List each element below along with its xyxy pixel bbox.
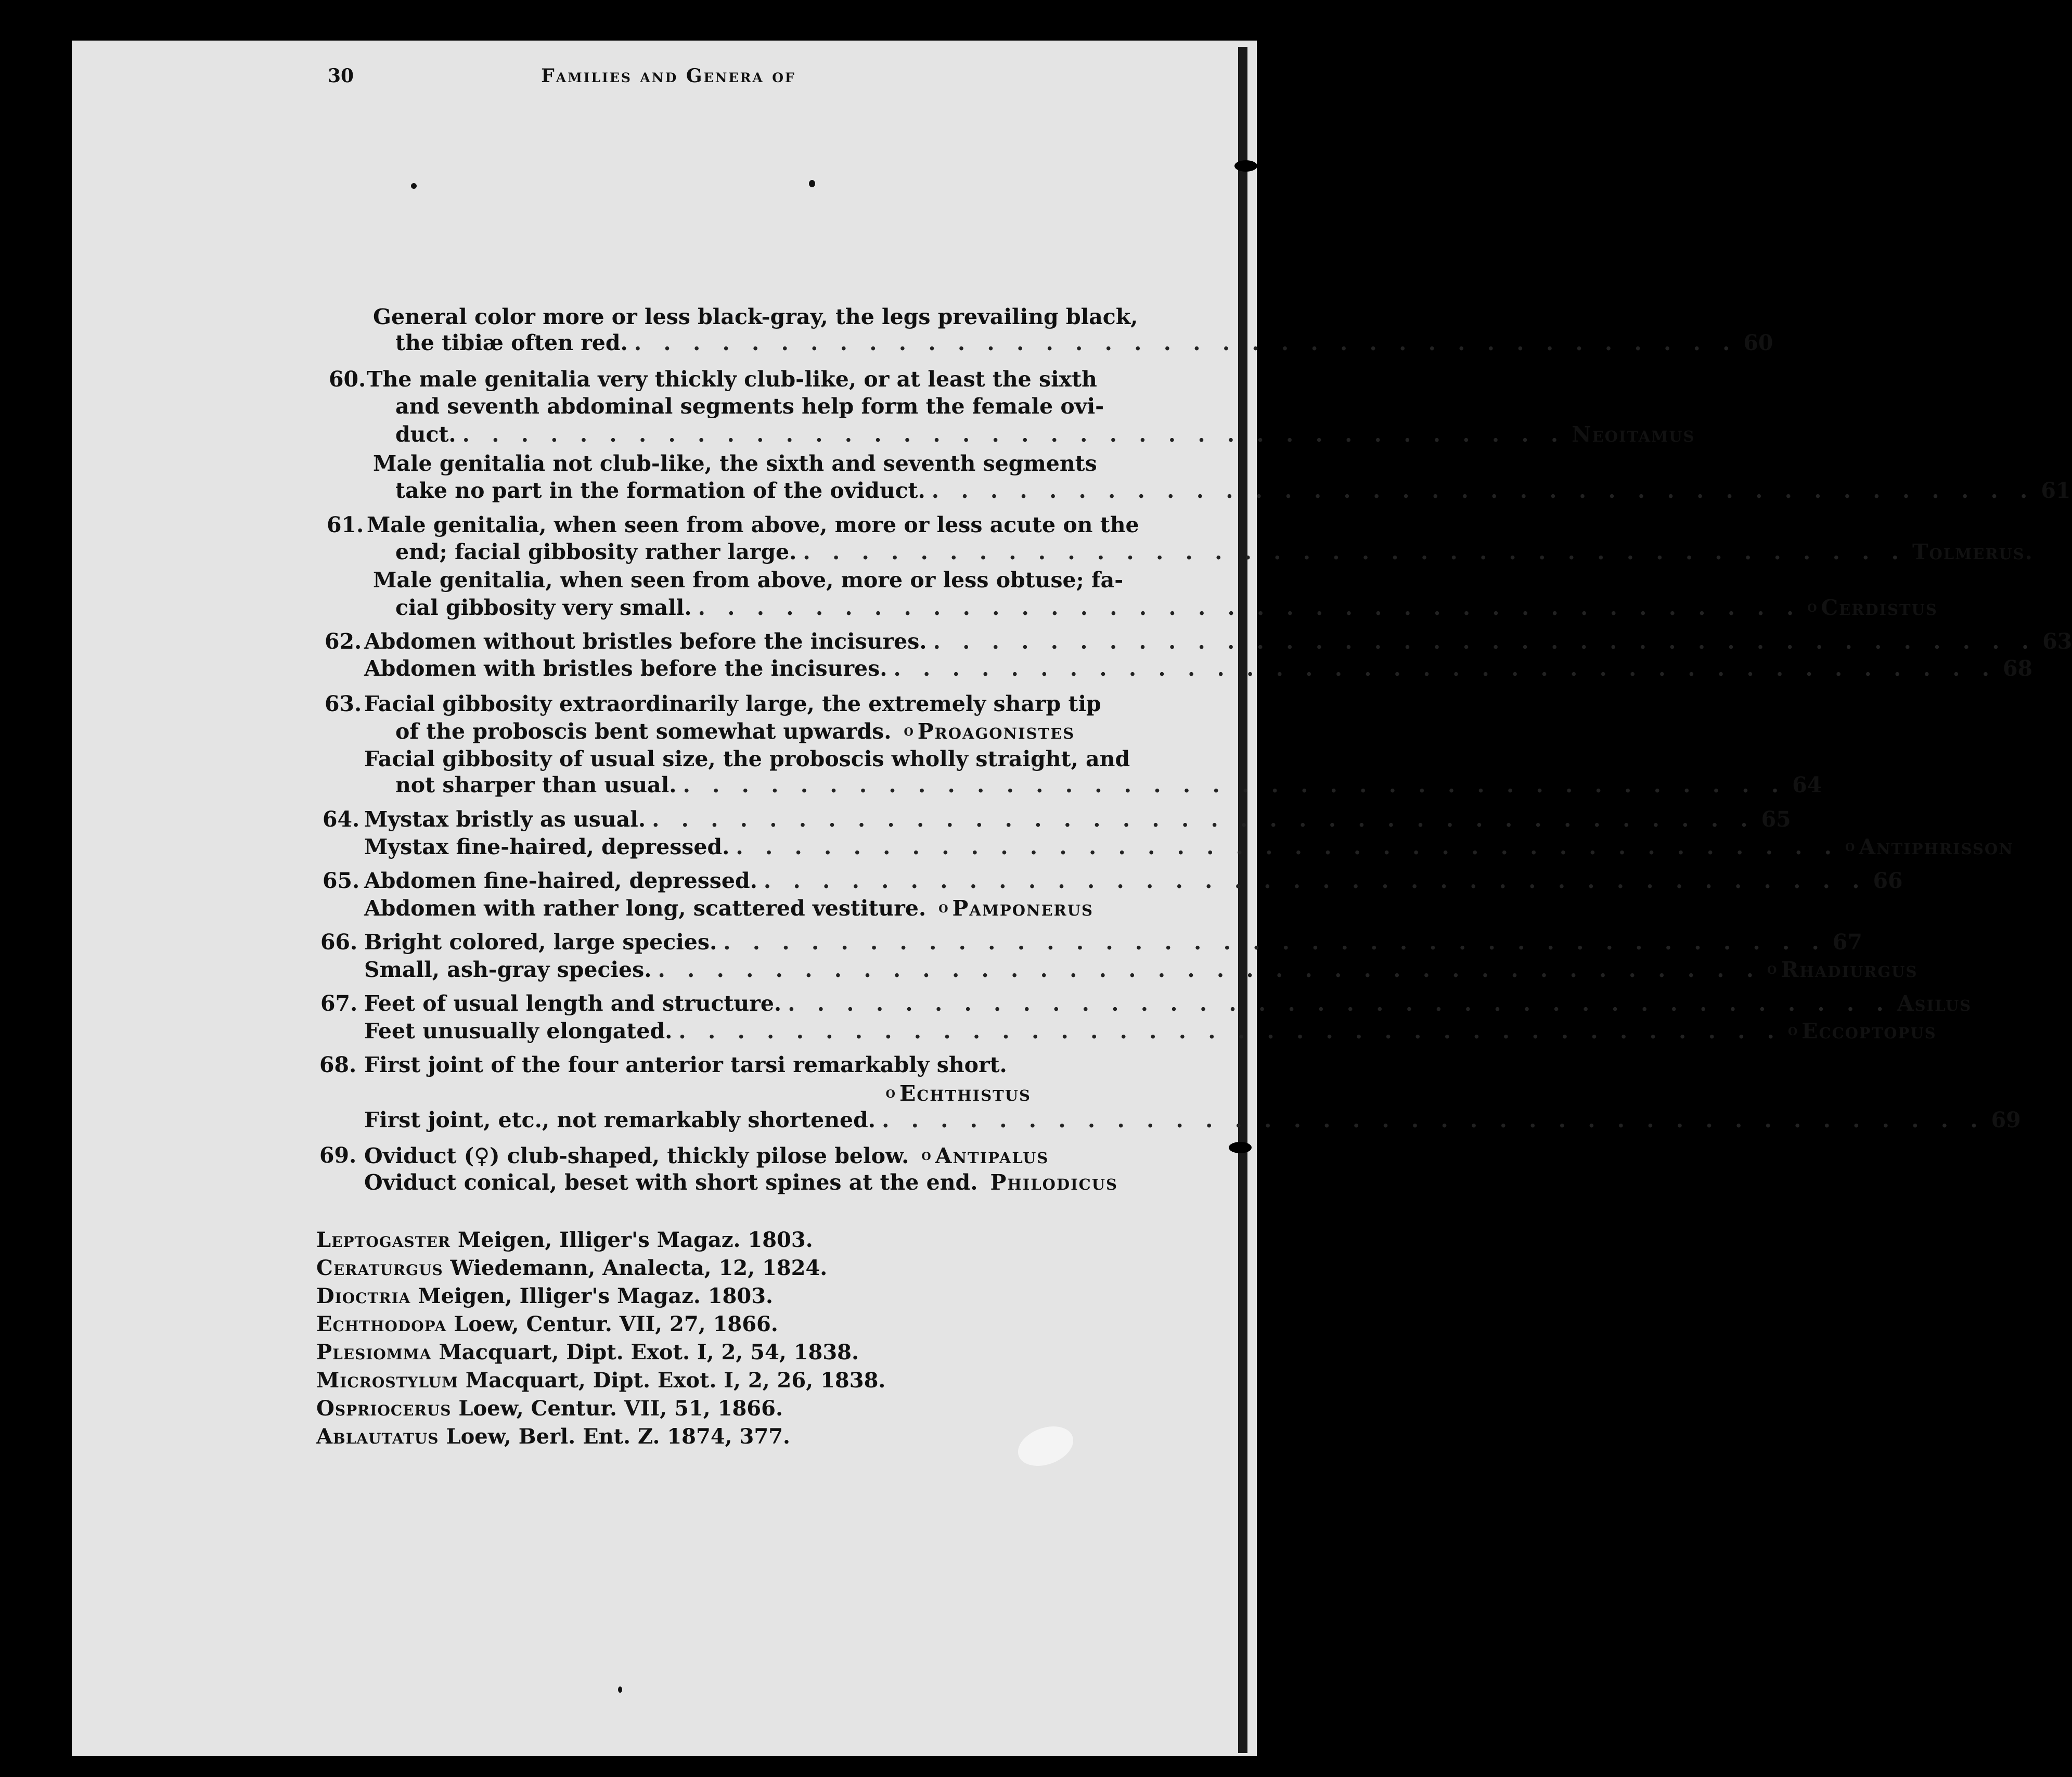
reference-genus: Leptogaster [316, 1228, 451, 1252]
key-line [395, 716, 1075, 746]
reference-text: Pamponerus [952, 896, 1093, 921]
key-line [320, 988, 1972, 1019]
dot-leader: . . . . . . . . . . . . . . . . . . . . . . . . . . . . . . . . . . . . . . [658, 957, 1761, 982]
key-line [364, 893, 1093, 923]
key-text: duct. [395, 422, 456, 447]
key-text: and seventh abdominal segments help form the female ovi- [395, 394, 1104, 419]
key-line [325, 689, 1101, 719]
key-text: Oviduct conical, beset with short spines at the end. [364, 1170, 978, 1195]
key-text: Feet unusually elongated. [364, 1019, 673, 1044]
page-header [328, 65, 1009, 112]
reference-line [316, 1394, 783, 1424]
reference-line [316, 1366, 885, 1396]
reference-text: Eccoptopus [1801, 1019, 1937, 1044]
dot-leader: . . . . . . . . . . . . . . . . . . . . . . . . . . . . . . . . . . . . . . [736, 834, 1839, 859]
reference-text: Antiphrisson [1859, 834, 2014, 859]
key-line [395, 391, 1104, 421]
genus-name [1897, 988, 1972, 1019]
reference-genus: Dioctria [316, 1284, 411, 1308]
couplet-reference [1991, 1105, 2021, 1135]
key-text: end; facial gibbosity rather large. [395, 539, 797, 564]
couplet-number: 60. [329, 367, 366, 392]
reference-line [316, 1337, 859, 1368]
key-line [395, 537, 2034, 567]
key-line [364, 653, 2033, 684]
couplet-number: 65. [323, 868, 360, 893]
key-line [327, 510, 1139, 540]
dot-leader: . . . . . . . . . . . . . . . . . . . . . . . . . . . . . . . . . . . . . . [698, 595, 1801, 620]
couplet-number: 62. [325, 629, 362, 654]
couplet-reference [2042, 626, 2072, 656]
genus-name [1807, 592, 1938, 623]
binding-spine [1238, 47, 1247, 1753]
key-text: Facial gibbosity extraordinarily large, the extremely sharp tip [364, 691, 1101, 716]
reference-text: 65 [1761, 807, 1791, 832]
couplet-number: 64. [323, 807, 360, 832]
key-text: Oviduct (♀) club-shaped, thickly pilose below. [364, 1143, 909, 1168]
ink-speck [809, 180, 815, 187]
key-text: Abdomen with bristles before the incisures. [364, 656, 887, 681]
key-text: General color more or less black-gray, the legs prevailing black, [373, 304, 1138, 329]
genus-name [938, 893, 1093, 923]
key-line [320, 927, 1862, 957]
reference-citation: Meigen, Illiger's Magaz. 1803. [451, 1228, 813, 1252]
reference-line [316, 1422, 790, 1452]
key-line [323, 866, 1903, 896]
key-line [364, 1015, 1937, 1046]
key-line [364, 954, 1918, 984]
circle-mark: o [1807, 598, 1818, 616]
couplet-number: 67. [320, 991, 358, 1016]
couplet-reference [2041, 475, 2070, 506]
genus-name [1572, 419, 1695, 449]
key-line [364, 1078, 1031, 1108]
reference-text: 60 [1743, 330, 1773, 355]
key-text: Male genitalia, when seen from above, more or less obtuse; fa- [373, 568, 1124, 593]
circle-mark: o [904, 722, 915, 740]
key-text: of the proboscis bent somewhat upwards. [395, 719, 892, 744]
circle-mark: o [1845, 837, 1856, 855]
couplet-reference [1743, 328, 1773, 358]
couplet-reference [1792, 770, 1822, 800]
key-text: take no part in the formation of the oviduct. [395, 478, 925, 503]
reference-text: 66 [1873, 868, 1903, 893]
reference-text: Proagonistes [917, 719, 1075, 744]
dot-leader: . . . . . . . . . . . . . . . . . . . . . . . . . . . . . . . . . . . . . . [652, 807, 1755, 832]
dot-leader: . . . . . . . . . . . . . . . . . . . . . . . . . . . . . . . . . . . . . . [931, 478, 2035, 503]
key-text: The male genitalia very thickly club-like, or at least the sixth [367, 367, 1097, 392]
reference-citation: Loew, Berl. Ent. Z. 1874, 377. [439, 1424, 790, 1449]
dot-leader: . . . . . . . . . . . . . . . . . . . . . . . . . . . . . . . . . . . . . . [933, 629, 2037, 654]
key-line [395, 770, 1822, 800]
reference-line [316, 1309, 778, 1340]
key-line [395, 328, 1773, 358]
page-number: 30 [328, 65, 354, 87]
dot-leader: . . . . . . . . . . . . . . . . . . . . . . . . . . . . . . . . . . . . . . [683, 772, 1786, 797]
reference-text: Rhadiurgus [1781, 957, 1918, 982]
couplet-number: 66. [320, 930, 358, 955]
reference-line [316, 1253, 827, 1283]
key-text: cial gibbosity very small. [395, 595, 692, 620]
couplet-number: 61. [327, 512, 364, 537]
key-text: First joint of the four anterior tarsi remarkably short. [364, 1052, 1007, 1077]
ink-speck [411, 183, 417, 189]
reference-genus: Microstylum [316, 1368, 458, 1393]
reference-text: Asilus [1897, 991, 1972, 1016]
dot-leader: . . . . . . . . . . . . . . . . . . . . . . . . . . . . . . . . . . . . . . [678, 1019, 1782, 1044]
reference-citation: Wiedemann, Analecta, 12, 1824. [443, 1256, 828, 1280]
running-title: Families and Genera of [541, 65, 796, 87]
key-text: Bright colored, large species. [364, 930, 717, 955]
key-line [323, 804, 1791, 834]
reference-genus: Echthodopa [316, 1312, 447, 1336]
key-line [319, 1050, 1031, 1080]
key-text: Small, ash-gray species. [364, 957, 652, 982]
genus-name [886, 1078, 1031, 1109]
reference-text: 61 [2041, 478, 2071, 503]
reference-text: Echthistus [899, 1081, 1031, 1106]
key-text: the tibiæ often red. [395, 330, 628, 355]
genus-name [990, 1167, 1118, 1197]
circle-mark: o [1767, 960, 1778, 978]
ink-speck [618, 1686, 622, 1693]
couplet-reference [2003, 653, 2032, 684]
reference-citation: Loew, Centur. VII, 51, 1866. [451, 1396, 783, 1421]
reference-text: 68 [2003, 656, 2033, 681]
circle-mark: o [885, 1084, 896, 1102]
reference-text: 67 [1832, 930, 1862, 955]
reference-text: 63 [2042, 629, 2072, 654]
couplet-number: 68. [319, 1052, 357, 1077]
binding-hole [1229, 1142, 1252, 1153]
couplet-reference [1833, 927, 1862, 957]
reference-text: 64 [1792, 772, 1822, 797]
genus-name [904, 716, 1075, 746]
key-line [395, 419, 1695, 449]
key-line [373, 448, 1097, 479]
reference-text: 69 [1991, 1108, 2021, 1132]
key-text: First joint, etc., not remarkably shortened. [364, 1108, 876, 1132]
key-text: not sharper than usual. [395, 772, 677, 797]
key-line [319, 1140, 1049, 1170]
genus-name [1767, 954, 1917, 985]
dot-leader: . . . . . . . . . . . . . . . . . . . . . . . . . . . . . . . . . . . . . . [882, 1108, 1985, 1132]
reference-genus: Ablautatus [316, 1424, 439, 1449]
key-line [364, 831, 2014, 861]
couplet-reference [1873, 866, 1902, 896]
dot-leader: . . . . . . . . . . . . . . . . . . . . . . . . . . . . . . . . . . . . . . [462, 422, 1566, 447]
reference-text: Neoitamus [1572, 422, 1695, 447]
reference-citation: Meigen, Illiger's Magaz. 1803. [410, 1284, 773, 1308]
reference-text: Antipalus [935, 1143, 1049, 1168]
circle-mark: o [938, 898, 949, 917]
key-text: Mystax bristly as usual. [364, 807, 646, 832]
dot-leader: . . . . . . . . . . . . . . . . . . . . . . . . . . . . . . . . . . . . . . [634, 330, 1738, 355]
key-text: Mystax fine-haired, depressed. [364, 834, 730, 859]
genus-name [1788, 1015, 1937, 1046]
dot-leader: . . . . . . . . . . . . . . . . . . . . . . . . . . . . . . . . . . . . . . [803, 539, 1906, 564]
couplet-reference [1761, 804, 1791, 834]
couplet-number: 63. [325, 691, 362, 716]
key-line [364, 1167, 1118, 1197]
genus-name [1912, 537, 2034, 567]
reference-genus: Plesiomma [316, 1340, 432, 1364]
reference-citation: Macquart, Dipt. Exot. I, 2, 26, 1838. [458, 1368, 886, 1393]
key-text: Abdomen with rather long, scattered vestiture. [364, 896, 926, 921]
genus-name [1845, 831, 2014, 862]
key-text: Feet of usual length and structure. [364, 991, 782, 1016]
key-text: Facial gibbosity of usual size, the proboscis wholly straight, and [364, 746, 1130, 771]
circle-mark: o [1787, 1021, 1799, 1039]
dot-leader: . . . . . . . . . . . . . . . . . . . . . . . . . . . . . . . . . . . . . . [893, 656, 1997, 681]
key-line [373, 565, 1124, 595]
reference-genus: Ceraturgus [316, 1256, 443, 1280]
reference-line [316, 1281, 773, 1311]
key-line [364, 1105, 2021, 1135]
reference-citation: Macquart, Dipt. Exot. I, 2, 54, 1838. [431, 1340, 859, 1364]
couplet-number: 69. [319, 1143, 357, 1168]
key-text: Abdomen without bristles before the incisures. [364, 629, 927, 654]
reference-text: Philodicus [990, 1170, 1118, 1195]
dot-leader: . . . . . . . . . . . . . . . . . . . . . . . . . . . . . . . . . . . . . . [788, 991, 1891, 1016]
key-line [329, 364, 1097, 394]
key-line [395, 475, 2071, 506]
reference-text: Tolmerus. [1912, 539, 2034, 564]
key-text: Abdomen fine-haired, depressed. [364, 868, 757, 893]
reference-text: Cerdistus [1821, 595, 1938, 620]
key-text: Male genitalia, when seen from above, more or less acute on the [367, 512, 1139, 537]
dot-leader: . . . . . . . . . . . . . . . . . . . . . . . . . . . . . . . . . . . . . . [723, 930, 1826, 955]
genus-name [921, 1140, 1049, 1171]
reference-citation: Loew, Centur. VII, 27, 1866. [446, 1312, 778, 1336]
reference-line [316, 1225, 813, 1255]
key-text: Male genitalia not club-like, the sixth and seventh segments [373, 451, 1097, 476]
circle-mark: o [921, 1146, 932, 1164]
binding-hole [1234, 160, 1257, 172]
reference-genus: Ospriocerus [316, 1396, 452, 1421]
key-line [325, 626, 2072, 656]
key-line [395, 592, 1938, 622]
dot-leader: . . . . . . . . . . . . . . . . . . . . . . . . . . . . . . . . . . . . . . [763, 868, 1867, 893]
